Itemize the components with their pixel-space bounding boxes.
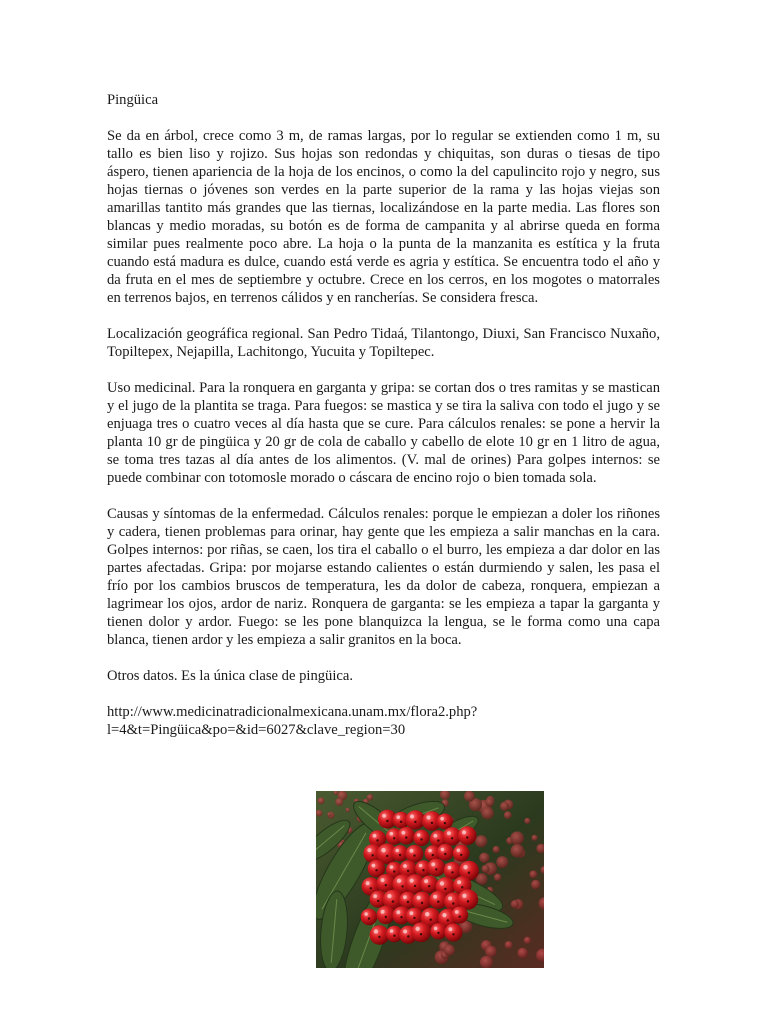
berry-highlight bbox=[424, 879, 428, 883]
berry-highlight bbox=[441, 848, 445, 852]
berry-calyx bbox=[421, 902, 423, 904]
berry-highlight bbox=[419, 864, 423, 868]
berry-highlight bbox=[448, 896, 452, 900]
berry-calyx bbox=[385, 916, 387, 918]
berry-calyx bbox=[461, 886, 463, 888]
berry-calyx bbox=[430, 919, 432, 921]
berry-calyx bbox=[414, 885, 416, 887]
berry-calyx bbox=[386, 855, 388, 857]
background-berry bbox=[485, 798, 494, 807]
berry bbox=[458, 826, 477, 845]
berry-highlight bbox=[397, 879, 401, 883]
berry-calyx bbox=[451, 871, 453, 873]
berry-calyx bbox=[468, 872, 470, 874]
background-berry bbox=[496, 856, 508, 868]
background-berry bbox=[482, 865, 490, 873]
background-berry bbox=[524, 937, 531, 944]
berry-calyx bbox=[459, 916, 461, 918]
berry-calyx bbox=[393, 870, 395, 872]
berry-calyx bbox=[400, 821, 402, 823]
berry-highlight bbox=[455, 910, 459, 914]
berry bbox=[420, 876, 438, 894]
berry-highlight bbox=[381, 848, 386, 853]
berry-highlight bbox=[462, 894, 466, 898]
background-berry bbox=[464, 791, 475, 802]
berry-highlight bbox=[403, 864, 407, 868]
berry-highlight bbox=[396, 815, 400, 819]
berry-highlight bbox=[457, 849, 461, 853]
berry-highlight bbox=[433, 834, 437, 838]
berry-calyx bbox=[385, 884, 387, 886]
berry-highlight bbox=[382, 814, 386, 818]
berry-highlight bbox=[440, 881, 444, 885]
berry-calyx bbox=[444, 888, 446, 890]
berry bbox=[406, 908, 423, 925]
berry-highlight bbox=[410, 879, 414, 883]
background-berry bbox=[510, 831, 524, 845]
background-berry bbox=[335, 798, 343, 806]
berry-calyx bbox=[466, 836, 468, 838]
berry-calyx bbox=[420, 838, 422, 840]
berry-calyx bbox=[444, 853, 446, 855]
background-berry bbox=[327, 812, 331, 816]
berry bbox=[430, 923, 446, 939]
berry-calyx bbox=[386, 820, 388, 822]
background-berry bbox=[318, 797, 325, 804]
berry bbox=[413, 830, 429, 846]
background-berry bbox=[529, 870, 537, 878]
berry-highlight bbox=[434, 927, 438, 931]
berry-calyx bbox=[451, 837, 453, 839]
document-page bbox=[107, 91, 660, 757]
berry-highlight bbox=[401, 831, 405, 835]
berry bbox=[458, 889, 478, 909]
paragraph-location: Localización geográfica regional. San Pedro Tidaá, Tilantongo, Diuxi, San Francisco Nuxaño, Topiltepex, Nejapilla, Lachitongo, Yucuita y Topiltepec. bbox=[107, 326, 660, 360]
berry-calyx bbox=[413, 917, 415, 919]
background-berry bbox=[481, 807, 493, 819]
berry bbox=[377, 906, 395, 924]
berry-highlight bbox=[410, 911, 414, 915]
berry-calyx bbox=[378, 936, 380, 938]
berry-highlight bbox=[372, 864, 376, 868]
berry-calyx bbox=[399, 854, 401, 856]
berry-highlight bbox=[448, 866, 452, 870]
berry-calyx bbox=[432, 854, 434, 856]
berry bbox=[398, 827, 416, 845]
berry-calyx bbox=[376, 839, 378, 841]
berry-calyx bbox=[377, 900, 379, 902]
berry-highlight bbox=[417, 896, 421, 900]
berry-highlight bbox=[410, 814, 414, 818]
berry-highlight bbox=[447, 831, 451, 835]
background-berry bbox=[531, 880, 540, 889]
berry bbox=[451, 907, 468, 924]
berry-calyx bbox=[393, 935, 395, 937]
background-berry bbox=[479, 853, 489, 863]
background-berry bbox=[511, 900, 519, 908]
background-berry bbox=[504, 811, 512, 819]
background-berry bbox=[316, 810, 323, 817]
berry-calyx bbox=[392, 900, 394, 902]
berry-highlight bbox=[415, 927, 419, 931]
berry-calyx bbox=[393, 837, 395, 839]
berry-highlight bbox=[374, 929, 378, 933]
berry-calyx bbox=[407, 870, 409, 872]
berry-highlight bbox=[442, 913, 446, 917]
berry-highlight bbox=[426, 815, 430, 819]
berry-highlight bbox=[462, 830, 466, 834]
berry-calyx bbox=[444, 822, 446, 824]
berry-highlight bbox=[373, 834, 377, 838]
background-berry bbox=[532, 835, 538, 841]
berry-highlight bbox=[409, 849, 413, 853]
berry-highlight bbox=[448, 927, 452, 931]
berry-calyx bbox=[452, 933, 454, 935]
berry-calyx bbox=[452, 902, 454, 904]
berry-calyx bbox=[422, 869, 424, 871]
background-berry bbox=[524, 818, 530, 824]
berry-highlight bbox=[381, 910, 385, 914]
berry-calyx bbox=[431, 822, 433, 824]
background-berry bbox=[367, 794, 373, 800]
berry bbox=[361, 909, 378, 926]
berry-highlight bbox=[440, 817, 444, 821]
berry bbox=[444, 862, 462, 880]
berry bbox=[445, 924, 463, 942]
berry-calyx bbox=[413, 854, 415, 856]
berry-highlight bbox=[463, 865, 467, 869]
background-berry bbox=[475, 835, 487, 847]
berry-highlight bbox=[403, 895, 407, 899]
berry-calyx bbox=[407, 935, 409, 937]
berry-highlight bbox=[395, 849, 399, 853]
berry-calyx bbox=[437, 932, 439, 934]
berry-highlight bbox=[431, 862, 435, 866]
background-berry bbox=[500, 802, 509, 811]
berry-highlight bbox=[417, 833, 421, 837]
berry-highlight bbox=[433, 895, 437, 899]
paragraph-causes-symptoms: Causas y síntomas de la enfermedad. Cálculos renales: porque le empiezan a doler los riñones y cadera, tienen problemas para orinar, hay gente que les empieza a salir manchas en la cara. Golpes internos: por riñas, se caen, los tira el caballo o el burro, les empieza a dar dolor en las partes afectadas. Gripa: por mojarse estando calientes o están durmiendo y salen, les pasa el frío por los cambios bruscos de temperatura, les da dolor de cabeza, ronquera, empiezan a lagrimear los ojos, ardor de nariz. Ronquera de garganta: se les empieza a tapar la garganta y tienen dolor y ardor. Fuego: se les pone blanquizca la lengua, se le forma como una capa blanca, tienen ardor y les empieza a salir granitos en la boca. bbox=[107, 506, 660, 648]
berry-calyx bbox=[420, 933, 422, 935]
background-berry bbox=[346, 808, 350, 812]
berry-calyx bbox=[467, 900, 469, 902]
berry-calyx bbox=[405, 836, 407, 838]
background-berry bbox=[493, 846, 500, 853]
berry bbox=[437, 844, 454, 861]
berry-calyx bbox=[370, 887, 372, 889]
berry-highlight bbox=[390, 865, 394, 869]
berry-highlight bbox=[428, 849, 432, 853]
berry-calyx bbox=[437, 901, 439, 903]
source-url[interactable] bbox=[107, 703, 660, 739]
background-berry bbox=[505, 941, 513, 949]
berry-highlight bbox=[364, 912, 368, 916]
berry bbox=[406, 845, 424, 863]
paragraph-medicinal-use: Uso medicinal. Para la ronquera en garganta y gripa: se cortan dos o tres ramitas y se mastican y el jugo de la plantita se traga. Para fuegos: se mastica y se tira la saliva con todo el jugo y se enjuaga tres o cuatro veces al día hasta que se cure. Para cálculos renales: se pone a hervir la planta 10 gr de pingüica y 20 gr de cola de caballo y cabello de elote 10 gr en 1 litro de agua, se toma tres tazas al día antes de los alimentos. (V. mal de orines) Para golpes internos: se puede combinar con totomosle morado o cáscara de encino rojo o bien tomada sola. bbox=[107, 380, 660, 486]
berry-calyx bbox=[447, 919, 449, 921]
berry bbox=[411, 922, 431, 942]
paragraph-description: Se da en árbol, crece como 3 m, de ramas largas, por lo regular se extienden como 1 m, su tallo es bien liso y rojizo. Sus hojas son redondas y chiquitas, son duras o tiesas de tipo áspero, tienen apariencia de la hoja de los encinos, o como la del capulincito rojo y negro, sus hojas tiernas o jóvenes son verdes en la parte superior de la rama y las hojas viejas son amarillas tantito más grandes que las tiernas, localizándose en la parte media. Las flores son blancas y medio moradas, su botón es de forma de campanita y al abrirse queda en forma similar pues realmente poco abre. La hoja o la punta de la manzanita es estítica y la fruta cuando está madura es dulce, cuando está verde es agria y estítica. Se encuentra todo el año y da fruta en el mes de septiembre y octubre. Crece en los cerros, en los mogotes o matorrales en terrenos bajos, en terrenos cálidos y en rancherías. Se considera fresca. bbox=[107, 128, 660, 306]
berry bbox=[437, 814, 453, 830]
berry-highlight bbox=[425, 912, 429, 916]
source-url-line-1[interactable]: http://www.medicinatradicionalmexicana.unam.mx/flora2.php? bbox=[107, 704, 478, 720]
berries-illustration bbox=[316, 791, 544, 968]
berry-calyx bbox=[407, 901, 409, 903]
berry-highlight bbox=[381, 878, 385, 882]
berry-calyx bbox=[437, 839, 439, 841]
berry-highlight bbox=[366, 881, 370, 885]
berry-highlight bbox=[387, 894, 391, 898]
document-title: Pingüica bbox=[107, 92, 159, 108]
berry-calyx bbox=[435, 868, 437, 870]
paragraph-other-data: Otros datos. Es la única clase de pingüica. bbox=[107, 668, 353, 684]
berry-calyx bbox=[401, 885, 403, 887]
berry-highlight bbox=[390, 832, 394, 836]
berry-highlight bbox=[367, 848, 371, 852]
berry-calyx bbox=[428, 885, 430, 887]
background-berry bbox=[444, 945, 455, 956]
berry-highlight bbox=[373, 894, 377, 898]
berry-highlight bbox=[403, 930, 407, 934]
pinguica-berries-photo bbox=[316, 791, 544, 968]
berry-highlight bbox=[396, 910, 400, 914]
background-berry bbox=[485, 946, 496, 957]
background-berry bbox=[511, 844, 524, 857]
berry-highlight bbox=[457, 880, 461, 884]
berry-calyx bbox=[400, 916, 402, 918]
berry-calyx bbox=[460, 854, 462, 856]
berry-calyx bbox=[375, 869, 377, 871]
source-url-line-2[interactable]: l=4&t=Pingüica&po=&id=6027&clave_region=30 bbox=[107, 722, 406, 738]
berry-calyx bbox=[368, 917, 370, 919]
berry-highlight bbox=[390, 929, 394, 933]
berry bbox=[453, 845, 470, 862]
berry bbox=[427, 859, 445, 877]
berry-calyx bbox=[372, 854, 374, 856]
background-berry bbox=[517, 948, 527, 958]
background-berry bbox=[494, 874, 501, 881]
berry-calyx bbox=[414, 821, 416, 823]
